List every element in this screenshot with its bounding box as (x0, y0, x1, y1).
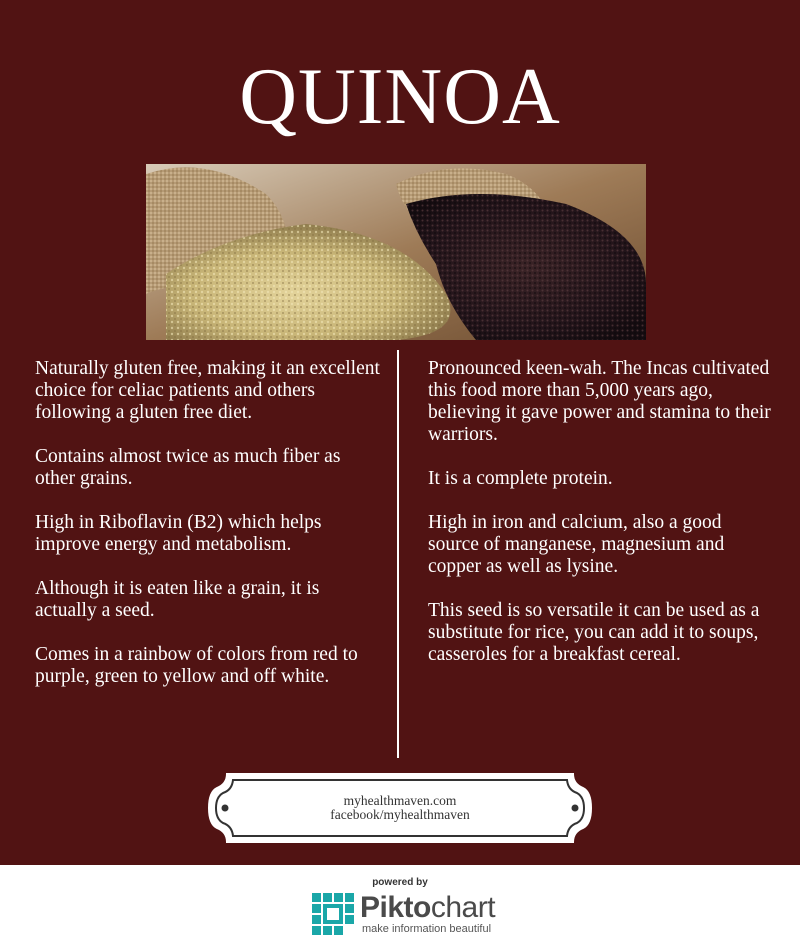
piktochart-logo-icon[interactable] (312, 893, 354, 935)
fact-versatile: This seed is so versatile it can be used as a substitute for rice, you can add it to soups, casseroles for a breakfast cereal. (428, 600, 760, 665)
page-title: QUINOA (239, 53, 561, 141)
fact-seed: Although it is eaten like a grain, it is actually a seed. (35, 578, 320, 621)
left-facts-column (35, 358, 385, 710)
piktochart-tagline: make information beautiful (362, 923, 492, 935)
fact-riboflavin: High in Riboflavin (B2) which helps improve energy and metabolism. (35, 512, 322, 555)
fact-gluten-free: Naturally gluten free, making it an excellent choice for celiac patients and others following a gluten free diet. (35, 358, 380, 423)
right-facts-column (428, 358, 773, 688)
fact-fiber: Contains almost twice as much fiber as other grains. (35, 446, 341, 489)
website-link[interactable]: myhealthmaven.com (343, 793, 457, 808)
piktochart-wordmark[interactable] (360, 891, 495, 925)
powered-by-label: powered by (372, 877, 428, 888)
quinoa-illustration (146, 164, 646, 340)
piktochart-branding (0, 865, 800, 944)
footer-text (205, 794, 595, 822)
brand-part-2: chart (430, 891, 496, 924)
fact-protein: It is a complete protein. (428, 468, 613, 489)
footer-label-box (205, 770, 595, 846)
quinoa-sacks-photo (146, 164, 646, 340)
column-divider (397, 350, 399, 758)
fact-minerals: High in iron and calcium, also a good source of manganese, magnesium and copper as well as lysine. (428, 512, 725, 577)
fact-pronunciation: Pronounced keen-wah. The Incas cultivated this food more than 5,000 years ago, believing it gave power and stamina to their warriors. (428, 358, 771, 445)
brand-part-1: Pikto (360, 891, 431, 924)
fact-colors: Comes in a rainbow of colors from red to purple, green to yellow and off white. (35, 644, 358, 687)
facebook-link[interactable]: facebook/myhealthmaven (330, 807, 470, 822)
